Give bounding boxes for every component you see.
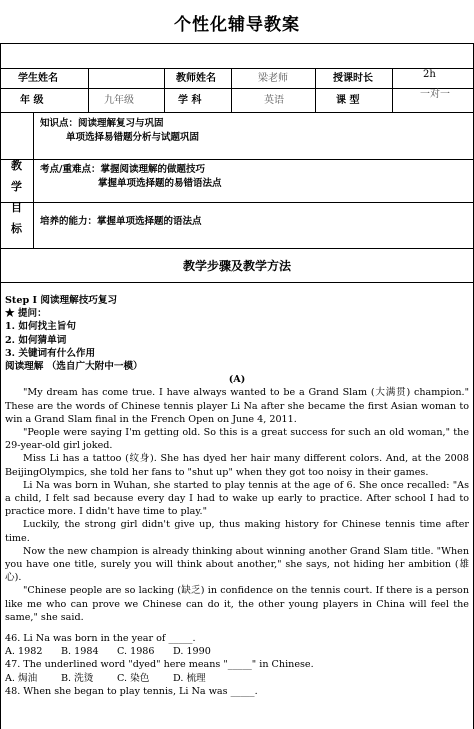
divider bbox=[88, 68, 89, 112]
teacher-name-value: 梁老师 bbox=[258, 73, 288, 84]
passage-paragraph: Now the new champion is already thinking about winning another Grand Slam title. "When you have one title, surely you will think about another," she says, not hiding her ambition (雄心). bbox=[5, 545, 469, 584]
divider bbox=[0, 248, 474, 249]
focus-point: 考点/重难点：掌握阅读理解的做题技巧 bbox=[40, 164, 205, 175]
grade-value: 九年级 bbox=[104, 95, 134, 106]
side-char: 标 bbox=[11, 222, 22, 235]
divider bbox=[0, 112, 474, 113]
divider bbox=[315, 68, 316, 112]
passage-paragraph: "My dream has come true. I have always wanted to be a Grand Slam (大满贯) champion." These are the words of Chinese tennis player Li Na after she became the first Asian woman to win a Grand Slam final in the French Open on June 4, 2011. bbox=[5, 387, 469, 425]
question-prompt: ★ 提问： bbox=[5, 308, 47, 320]
passage-label: (A) bbox=[228, 374, 246, 386]
section-title: 教学步骤及教学方法 bbox=[182, 259, 291, 273]
divider bbox=[164, 68, 165, 112]
ability-point: 培养的能力：掌握单项选择题的语法点 bbox=[40, 216, 202, 227]
passage-paragraph: "Chinese people are so lacking (缺乏) in confidence on the tennis court. If there is a person like me who can prove we Chinese can do it, the other young players in China will feel the same," she said. bbox=[5, 585, 469, 623]
question-item: 2. 如何猜单词 bbox=[5, 334, 67, 346]
question-item: 1. 如何找主旨句 bbox=[5, 321, 76, 333]
passage-paragraph: Luckily, the strong girl didn't give up, thus making history for Chinese tennis time after time. bbox=[5, 519, 469, 544]
options-47 bbox=[5, 672, 469, 685]
options-46 bbox=[5, 645, 469, 658]
student-name-label: 学生姓名 bbox=[18, 73, 58, 84]
side-char: 教 bbox=[11, 159, 22, 172]
divider bbox=[231, 68, 232, 112]
divider bbox=[33, 112, 34, 248]
duration-label: 授课时长 bbox=[333, 73, 373, 84]
knowledge-point: 单项选择易错题分析与试题巩固 bbox=[66, 132, 200, 143]
side-char: 学 bbox=[11, 180, 22, 193]
option: D. 1990 bbox=[173, 646, 211, 658]
question-item: 3. 关键词有什么作用 bbox=[5, 347, 96, 359]
subject-value: 英语 bbox=[264, 95, 284, 106]
question-46: 46. Li Na was born in the year of _____. bbox=[5, 633, 196, 645]
option: A. 焗油 bbox=[5, 672, 38, 684]
option: B. 洗烫 bbox=[61, 672, 94, 684]
step-heading: Step Ⅰ 阅读理解技巧复习 bbox=[5, 295, 118, 306]
page-title: 个性化辅导教案 bbox=[174, 15, 300, 35]
divider bbox=[0, 88, 474, 89]
knowledge-point: 知识点：阅读理解复习与巩固 bbox=[40, 118, 164, 129]
side-char: 目 bbox=[11, 201, 22, 214]
focus-point: 掌握单项选择题的易错语法点 bbox=[98, 178, 222, 189]
passage-paragraph: Li Na was born in Wuhan, she started to play tennis at the age of 6. She once recalled: "As a child, I felt sad because every day I had to wake up early to practice. After school I had to practice more. I didn't have time to play." bbox=[5, 479, 469, 518]
divider bbox=[0, 159, 474, 160]
duration-value: 2h bbox=[423, 69, 436, 80]
option: C. 1986 bbox=[117, 646, 155, 658]
question-48: 48. When she began to play tennis, Li Na was _____. bbox=[5, 685, 258, 697]
divider bbox=[0, 202, 474, 203]
option: A. 1982 bbox=[5, 646, 43, 658]
divider bbox=[392, 68, 393, 112]
grade-label: 年 级 bbox=[20, 95, 44, 106]
subject-label: 学 科 bbox=[178, 95, 202, 106]
reading-heading: 阅读理解 （选自广大附中一模） bbox=[5, 361, 143, 373]
teaching-objectives-label bbox=[0, 146, 33, 248]
option: C. 染色 bbox=[117, 672, 150, 684]
divider bbox=[0, 282, 474, 283]
lesson-content bbox=[5, 294, 469, 698]
teacher-name-label: 教师姓名 bbox=[176, 73, 216, 84]
question-47: 47. The underlined word "dyed" here means "_____" in Chinese. bbox=[5, 659, 314, 671]
lesson-type-value: 一对一 bbox=[420, 89, 450, 100]
passage-paragraph: Miss Li has a tattoo (纹身). She has dyed her hair many different colors. And, at the 2008 BeijingOlympics, she told her fans to "shut up" when they got too noisy in their games. bbox=[5, 453, 469, 478]
passage-paragraph: "People were saying I'm getting old. So this is a great success for such an old woman," the 29-year-old girl joked. bbox=[5, 427, 469, 452]
divider bbox=[0, 68, 474, 69]
lesson-type-label: 课 型 bbox=[336, 95, 360, 106]
option: B. 1984 bbox=[61, 646, 99, 658]
divider bbox=[0, 43, 474, 44]
option: D. 梳理 bbox=[173, 672, 206, 684]
